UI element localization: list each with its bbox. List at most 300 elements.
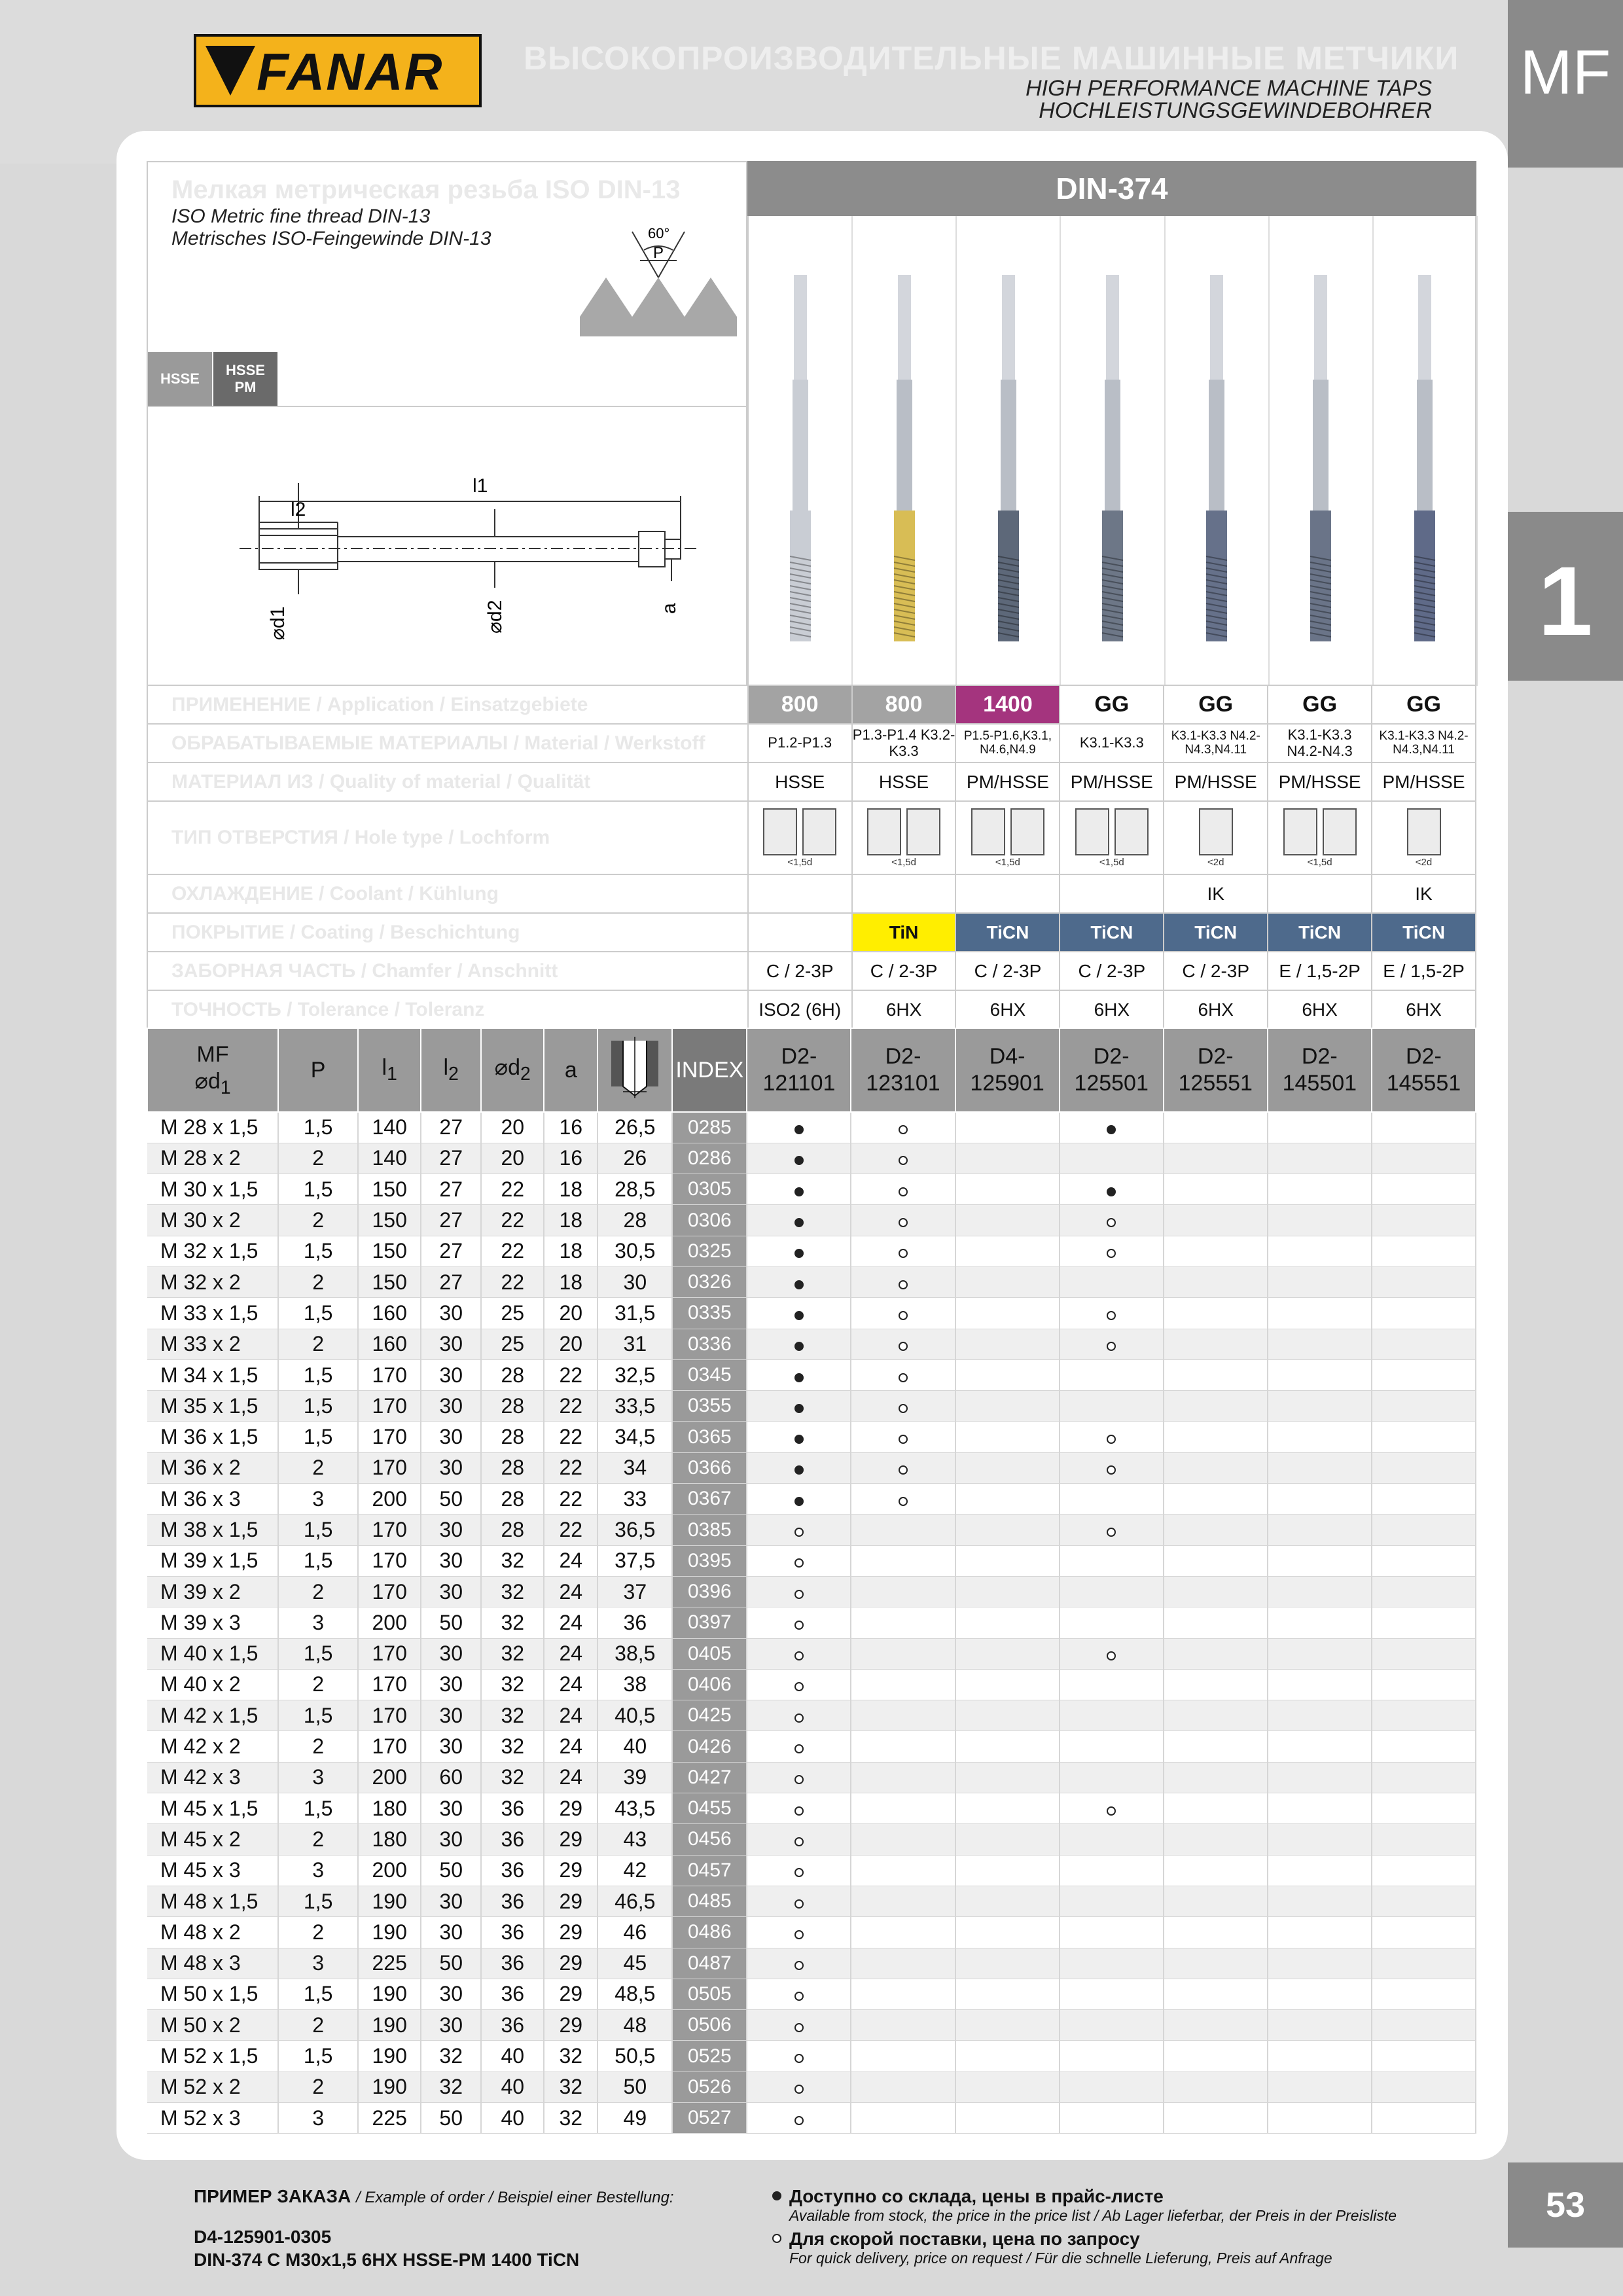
availability-cell	[851, 1359, 955, 1390]
attr-label: ТОЧНОСТЬ / Tolerance / Toleranz	[147, 990, 748, 1029]
pitch-cell: 1,5	[278, 1515, 358, 1545]
availability-cell	[955, 1452, 1060, 1483]
availability-cell	[1268, 1762, 1372, 1793]
l1-cell: 190	[358, 1979, 421, 2009]
availability-cell	[955, 1948, 1060, 1979]
thread-title-de: Metrisches ISO-Feingewinde DIN-13	[171, 228, 491, 249]
d2-cell: 36	[481, 1793, 544, 1824]
tolerance-cell: 6HX	[955, 990, 1060, 1029]
availability-cell	[1060, 2041, 1164, 2072]
material-cell: K3.1-K3.3 N4.2-N4.3	[1268, 724, 1372, 762]
tap-image-icon	[1413, 275, 1436, 694]
a-cell: 24	[544, 1607, 597, 1638]
pitch-cell: 2	[278, 2010, 358, 2041]
l1-cell: 180	[358, 1824, 421, 1855]
tap-image-icon	[893, 275, 916, 694]
drill-size-cell: 31,5	[597, 1298, 672, 1329]
availability-cell	[1060, 1948, 1164, 1979]
on-request-dot-icon	[899, 1125, 908, 1134]
availability-cell	[1060, 1452, 1164, 1483]
index-cell: 0326	[672, 1266, 747, 1297]
coating-cell: TiCN	[1060, 913, 1164, 952]
l2-cell: 30	[421, 1917, 481, 1948]
tool-column	[1270, 216, 1374, 686]
drill-size-cell: 40	[597, 1731, 672, 1762]
availability-cell	[1060, 1917, 1164, 1948]
pitch-cell: 2	[278, 1824, 358, 1855]
availability-cell	[1268, 1359, 1372, 1390]
on-request-dot-icon	[1107, 1435, 1116, 1444]
a-cell: 29	[544, 1948, 597, 1979]
thread-size-cell: M 52 x 2	[147, 2072, 278, 2102]
header-title-de: HOCHLEISTUNGSGEWINDEBOHRER	[1039, 98, 1432, 123]
thread-size-cell: M 30 x 1,5	[147, 1174, 278, 1205]
header-title-en: HIGH PERFORMANCE MACHINE TAPS	[1026, 76, 1432, 101]
l1-cell: 190	[358, 1886, 421, 1916]
on-request-dot-icon	[1107, 1651, 1116, 1660]
thread-size-cell: M 39 x 3	[147, 1607, 278, 1638]
pitch-cell: 1,5	[278, 1886, 358, 1916]
d2-cell: 36	[481, 2010, 544, 2041]
table-row	[147, 1359, 1476, 1390]
availability-cell	[1268, 2072, 1372, 2102]
drill-size-cell: 42	[597, 1855, 672, 1886]
table-row	[147, 1422, 1476, 1452]
on-request-dot-icon	[899, 1465, 908, 1475]
index-cell: 0527	[672, 2103, 747, 2134]
tool-column	[957, 216, 1061, 686]
attr-row-coolant	[147, 874, 1476, 913]
availability-cell	[1060, 1855, 1164, 1886]
index-cell: 0427	[672, 1762, 747, 1793]
on-request-dot-icon	[794, 2054, 804, 2063]
drill-size-cell: 37,5	[597, 1545, 672, 1576]
l1-cell: 170	[358, 1391, 421, 1422]
tolerance-cell: 6HX	[1268, 990, 1372, 1029]
l2-cell: 30	[421, 1576, 481, 1607]
d2-cell: 22	[481, 1236, 544, 1266]
availability-cell	[955, 2010, 1060, 2041]
tool-material-cell: PM/HSSE	[1060, 762, 1164, 801]
drill-size-cell: 48	[597, 2010, 672, 2041]
availability-cell	[955, 1298, 1060, 1329]
a-label: a	[658, 603, 680, 614]
a-cell: 24	[544, 1576, 597, 1607]
availability-cell	[747, 1576, 851, 1607]
availability-cell	[1268, 1266, 1372, 1297]
a-cell: 20	[544, 1298, 597, 1329]
drill-size-cell: 31	[597, 1329, 672, 1359]
availability-cell	[955, 1545, 1060, 1576]
l2-cell: 30	[421, 1422, 481, 1452]
col-header-p: P	[278, 1028, 358, 1112]
brand-wordmark: FANAR	[257, 43, 444, 101]
drill-size-cell: 36,5	[597, 1515, 672, 1545]
legend-stock: Доступно со склада, цены в прайс-листе Available from stock, the price in the price list / Ab Lager lieferbar, der Preis in der Preisliste	[772, 2186, 1397, 2225]
coolant-cell	[1268, 874, 1372, 913]
availability-cell	[1060, 1731, 1164, 1762]
on-request-dot-icon	[899, 1280, 908, 1289]
on-request-dot-icon	[794, 2085, 804, 2094]
availability-cell	[1164, 1174, 1268, 1205]
availability-cell	[747, 1638, 851, 1669]
availability-cell	[1164, 1422, 1268, 1452]
l2-cell: 30	[421, 1298, 481, 1329]
a-cell: 24	[544, 1638, 597, 1669]
availability-cell	[1060, 1174, 1164, 1205]
hole-type-cell	[1372, 801, 1476, 874]
col-header-code: D2-145551	[1372, 1028, 1476, 1112]
availability-cell	[1372, 1793, 1476, 1824]
availability-cell	[955, 1266, 1060, 1297]
coating-cell: TiCN	[1372, 913, 1476, 952]
index-cell: 0306	[672, 1205, 747, 1236]
on-request-dot-icon	[899, 1373, 908, 1382]
pitch-cell: 1,5	[278, 1359, 358, 1390]
availability-cell	[1268, 1731, 1372, 1762]
drill-size-cell: 32,5	[597, 1359, 672, 1390]
col-header-code: D2-145501	[1268, 1028, 1372, 1112]
availability-cell	[1372, 1359, 1476, 1390]
through-hole-icon	[1075, 808, 1109, 855]
tap-image-icon	[1101, 275, 1124, 694]
pitch-cell: 1,5	[278, 1700, 358, 1731]
on-request-dot-icon	[794, 1651, 804, 1660]
availability-cell	[955, 1143, 1060, 1174]
availability-cell	[1268, 1391, 1372, 1422]
l1-cell: 160	[358, 1329, 421, 1359]
tolerance-cell: 6HX	[1164, 990, 1268, 1029]
availability-cell	[851, 1669, 955, 1700]
l2-cell: 50	[421, 1855, 481, 1886]
availability-cell	[1268, 1824, 1372, 1855]
availability-cell	[851, 1266, 955, 1297]
tool-column	[853, 216, 957, 686]
index-cell: 0425	[672, 1700, 747, 1731]
tool-images	[747, 216, 1476, 686]
tap-image-icon	[997, 275, 1020, 694]
d2-cell: 32	[481, 1731, 544, 1762]
table-row	[147, 1793, 1476, 1824]
table-row	[147, 1979, 1476, 2009]
filled-dot-icon	[772, 2191, 781, 2200]
availability-cell	[747, 1669, 851, 1700]
pitch-cell: 3	[278, 1607, 358, 1638]
attr-row-coating	[147, 913, 1476, 952]
on-request-dot-icon	[794, 1992, 804, 2001]
availability-cell	[1372, 1700, 1476, 1731]
availability-cell	[1164, 1731, 1268, 1762]
availability-cell	[1268, 2103, 1372, 2134]
table-row	[147, 2103, 1476, 2134]
l1-cell: 150	[358, 1174, 421, 1205]
drill-size-cell: 30,5	[597, 1236, 672, 1266]
on-request-dot-icon	[794, 1899, 804, 1909]
hole-type-cell	[852, 801, 956, 874]
l1-cell: 150	[358, 1205, 421, 1236]
a-cell: 22	[544, 1359, 597, 1390]
l1-cell: 190	[358, 2072, 421, 2102]
thread-size-cell: M 30 x 2	[147, 1205, 278, 1236]
attr-label: ТИП ОТВЕРСТИЯ / Hole type / Lochform	[147, 801, 748, 874]
index-cell: 0525	[672, 2041, 747, 2072]
d2-cell: 36	[481, 1979, 544, 2009]
l2-cell: 30	[421, 1329, 481, 1359]
availability-cell	[955, 1205, 1060, 1236]
on-request-dot-icon	[1107, 1806, 1116, 1816]
on-request-dot-icon	[899, 1497, 908, 1506]
index-cell: 0367	[672, 1484, 747, 1515]
availability-cell	[1268, 1576, 1372, 1607]
material-badge-hsse-pm: HSSE PM	[213, 352, 277, 406]
availability-cell	[1164, 1886, 1268, 1916]
l2-cell: 30	[421, 1391, 481, 1422]
d2-cell: 36	[481, 1948, 544, 1979]
availability-cell	[1372, 1484, 1476, 1515]
col-header-code: D2-125551	[1164, 1028, 1268, 1112]
thread-size-cell: M 32 x 1,5	[147, 1236, 278, 1266]
l1-cell: 180	[358, 1793, 421, 1824]
thread-size-cell: M 35 x 1,5	[147, 1391, 278, 1422]
availability-cell	[851, 1731, 955, 1762]
availability-cell	[1164, 1762, 1268, 1793]
a-cell: 29	[544, 2010, 597, 2041]
availability-cell	[1060, 1484, 1164, 1515]
table-row	[147, 1948, 1476, 1979]
drill-size-cell: 45	[597, 1948, 672, 1979]
availability-cell	[1268, 1948, 1372, 1979]
availability-cell	[1164, 1452, 1268, 1483]
l1-label: l1	[473, 475, 488, 497]
l2-cell: 30	[421, 1979, 481, 2009]
availability-cell	[955, 1886, 1060, 1916]
hole-depth-label: <1,5d	[1307, 856, 1332, 868]
availability-cell	[1268, 1917, 1372, 1948]
hole-depth-label: <2d	[1415, 856, 1433, 868]
availability-cell	[1268, 1298, 1372, 1329]
table-row	[147, 1391, 1476, 1422]
table-row	[147, 1515, 1476, 1545]
availability-cell	[1268, 1143, 1372, 1174]
drill-size-cell: 34	[597, 1452, 672, 1483]
table-row	[147, 1731, 1476, 1762]
table-row	[147, 1236, 1476, 1266]
table-row	[147, 1638, 1476, 1669]
thread-size-cell: M 36 x 1,5	[147, 1422, 278, 1452]
in-stock-dot-icon	[794, 1125, 804, 1134]
table-row	[147, 1143, 1476, 1174]
coating-cell	[748, 913, 852, 952]
tap-image-icon	[1309, 275, 1332, 694]
index-cell: 0285	[672, 1112, 747, 1143]
tool-column	[1166, 216, 1270, 686]
drill-size-cell: 36	[597, 1607, 672, 1638]
thread-size-cell: M 48 x 2	[147, 1917, 278, 1948]
in-stock-dot-icon	[794, 1435, 804, 1444]
on-request-dot-icon	[899, 1311, 908, 1320]
logo-v-mark	[205, 46, 255, 96]
availability-cell	[747, 1886, 851, 1916]
tool-material-cell: PM/HSSE	[1372, 762, 1476, 801]
angle-label: 60°	[648, 225, 670, 242]
availability-cell	[1372, 1886, 1476, 1916]
coating-cell: TiCN	[1164, 913, 1268, 952]
pitch-cell: 1,5	[278, 1298, 358, 1329]
coolant-cell: IK	[1372, 874, 1476, 913]
l2-cell: 30	[421, 1515, 481, 1545]
availability-cell	[1268, 1515, 1372, 1545]
pitch-cell: 1,5	[278, 1391, 358, 1422]
availability-cell	[1164, 1236, 1268, 1266]
tool-material-cell: PM/HSSE	[1164, 762, 1268, 801]
l2-cell: 27	[421, 1266, 481, 1297]
availability-cell	[1268, 1205, 1372, 1236]
l2-cell: 27	[421, 1112, 481, 1143]
availability-cell	[1164, 1855, 1268, 1886]
through-hole-icon	[971, 808, 1005, 855]
pitch-cell: 1,5	[278, 1174, 358, 1205]
availability-cell	[1060, 1545, 1164, 1576]
index-cell: 0385	[672, 1515, 747, 1545]
availability-cell	[851, 1112, 955, 1143]
l1-cell: 170	[358, 1700, 421, 1731]
index-cell: 0366	[672, 1452, 747, 1483]
a-cell: 16	[544, 1112, 597, 1143]
availability-cell	[1164, 1515, 1268, 1545]
l2-cell: 50	[421, 1607, 481, 1638]
thread-size-cell: M 33 x 2	[147, 1329, 278, 1359]
availability-cell	[851, 1824, 955, 1855]
availability-cell	[747, 1391, 851, 1422]
application-cell: GG	[1060, 685, 1164, 724]
availability-cell	[851, 1545, 955, 1576]
availability-cell	[851, 1484, 955, 1515]
availability-cell	[747, 1917, 851, 1948]
chamfer-cell: E / 1,5-2P	[1372, 952, 1476, 990]
blind-hole-icon	[1115, 808, 1149, 855]
attr-label: ОБРАБАТЫВАЕМЫЕ МАТЕРИАЛЫ / Material / Werkstoff	[147, 724, 748, 762]
drill-size-cell: 26,5	[597, 1112, 672, 1143]
drill-size-cell: 49	[597, 2103, 672, 2134]
through-hole-icon	[763, 808, 797, 855]
tolerance-cell: 6HX	[1060, 990, 1164, 1029]
on-request-dot-icon	[794, 1775, 804, 1784]
l1-cell: 170	[358, 1731, 421, 1762]
attr-row-hole-type	[147, 801, 1476, 874]
table-row	[147, 1452, 1476, 1483]
table-row	[147, 2041, 1476, 2072]
col-header-code: D2-123101	[851, 1028, 955, 1112]
on-request-dot-icon	[1107, 1249, 1116, 1258]
availability-cell	[747, 1948, 851, 1979]
l1-cell: 140	[358, 1143, 421, 1174]
l1-cell: 170	[358, 1638, 421, 1669]
availability-cell	[1372, 1205, 1476, 1236]
col-header-a: a	[544, 1028, 597, 1112]
d2-cell: 28	[481, 1515, 544, 1545]
availability-cell	[955, 1607, 1060, 1638]
availability-cell	[851, 1515, 955, 1545]
col-header-l2: $l_2$	[421, 1028, 481, 1112]
availability-cell	[1164, 1669, 1268, 1700]
application-cell: GG	[1372, 685, 1476, 724]
thread-size-cell: M 50 x 2	[147, 2010, 278, 2041]
availability-cell	[1060, 1359, 1164, 1390]
blind-hole-icon	[1199, 808, 1233, 855]
availability-cell	[1164, 1545, 1268, 1576]
attr-label: ЗАБОРНАЯ ЧАСТЬ / Chamfer / Anschnitt	[147, 952, 748, 990]
thread-size-cell: M 39 x 2	[147, 1576, 278, 1607]
d2-cell: 32	[481, 1638, 544, 1669]
availability-cell	[1268, 1174, 1372, 1205]
drill-size-cell: 26	[597, 1143, 672, 1174]
table-row	[147, 1886, 1476, 1916]
l2-cell: 50	[421, 2103, 481, 2134]
in-stock-dot-icon	[794, 1311, 804, 1320]
coolant-cell	[955, 874, 1060, 913]
on-request-dot-icon	[794, 1868, 804, 1877]
l2-label: l2	[291, 499, 306, 520]
drill-size-cell: 33	[597, 1484, 672, 1515]
on-request-dot-icon	[1107, 1218, 1116, 1227]
availability-cell	[747, 1266, 851, 1297]
availability-cell	[1060, 1979, 1164, 2009]
availability-cell	[747, 1855, 851, 1886]
availability-cell	[1372, 1824, 1476, 1855]
availability-cell	[955, 1359, 1060, 1390]
l2-cell: 30	[421, 2010, 481, 2041]
availability-cell	[851, 1205, 955, 1236]
l2-cell: 32	[421, 2072, 481, 2102]
d2-cell: 20	[481, 1143, 544, 1174]
index-cell: 0486	[672, 1917, 747, 1948]
on-request-dot-icon	[794, 1682, 804, 1691]
drill-size-cell: 46	[597, 1917, 672, 1948]
col-header-code: D4-125901	[955, 1028, 1060, 1112]
a-cell: 20	[544, 1329, 597, 1359]
col-header-code: D2-125501	[1060, 1028, 1164, 1112]
l1-cell: 170	[358, 1669, 421, 1700]
availability-cell	[955, 1793, 1060, 1824]
blind-hole-icon	[906, 808, 940, 855]
availability-cell	[1372, 1329, 1476, 1359]
availability-cell	[851, 1576, 955, 1607]
index-cell: 0426	[672, 1731, 747, 1762]
availability-cell	[1268, 1545, 1372, 1576]
d2-cell: 28	[481, 1422, 544, 1452]
a-cell: 18	[544, 1236, 597, 1266]
coolant-cell	[1060, 874, 1164, 913]
availability-cell	[1060, 1607, 1164, 1638]
availability-cell	[747, 1329, 851, 1359]
tap-image-icon	[1205, 275, 1228, 694]
availability-cell	[747, 2072, 851, 2102]
d2-cell: 22	[481, 1174, 544, 1205]
availability-cell	[1060, 1886, 1164, 1916]
l1-cell: 170	[358, 1576, 421, 1607]
a-cell: 29	[544, 1979, 597, 2009]
tolerance-cell: ISO2 (6H)	[748, 990, 852, 1029]
thread-info-panel	[147, 161, 747, 686]
availability-cell	[955, 2072, 1060, 2102]
a-cell: 29	[544, 1793, 597, 1824]
availability-cell	[955, 1638, 1060, 1669]
availability-cell	[1268, 1638, 1372, 1669]
d2-cell: 32	[481, 1762, 544, 1793]
index-cell: 0455	[672, 1793, 747, 1824]
availability-cell	[955, 1174, 1060, 1205]
on-request-dot-icon	[899, 1218, 908, 1227]
